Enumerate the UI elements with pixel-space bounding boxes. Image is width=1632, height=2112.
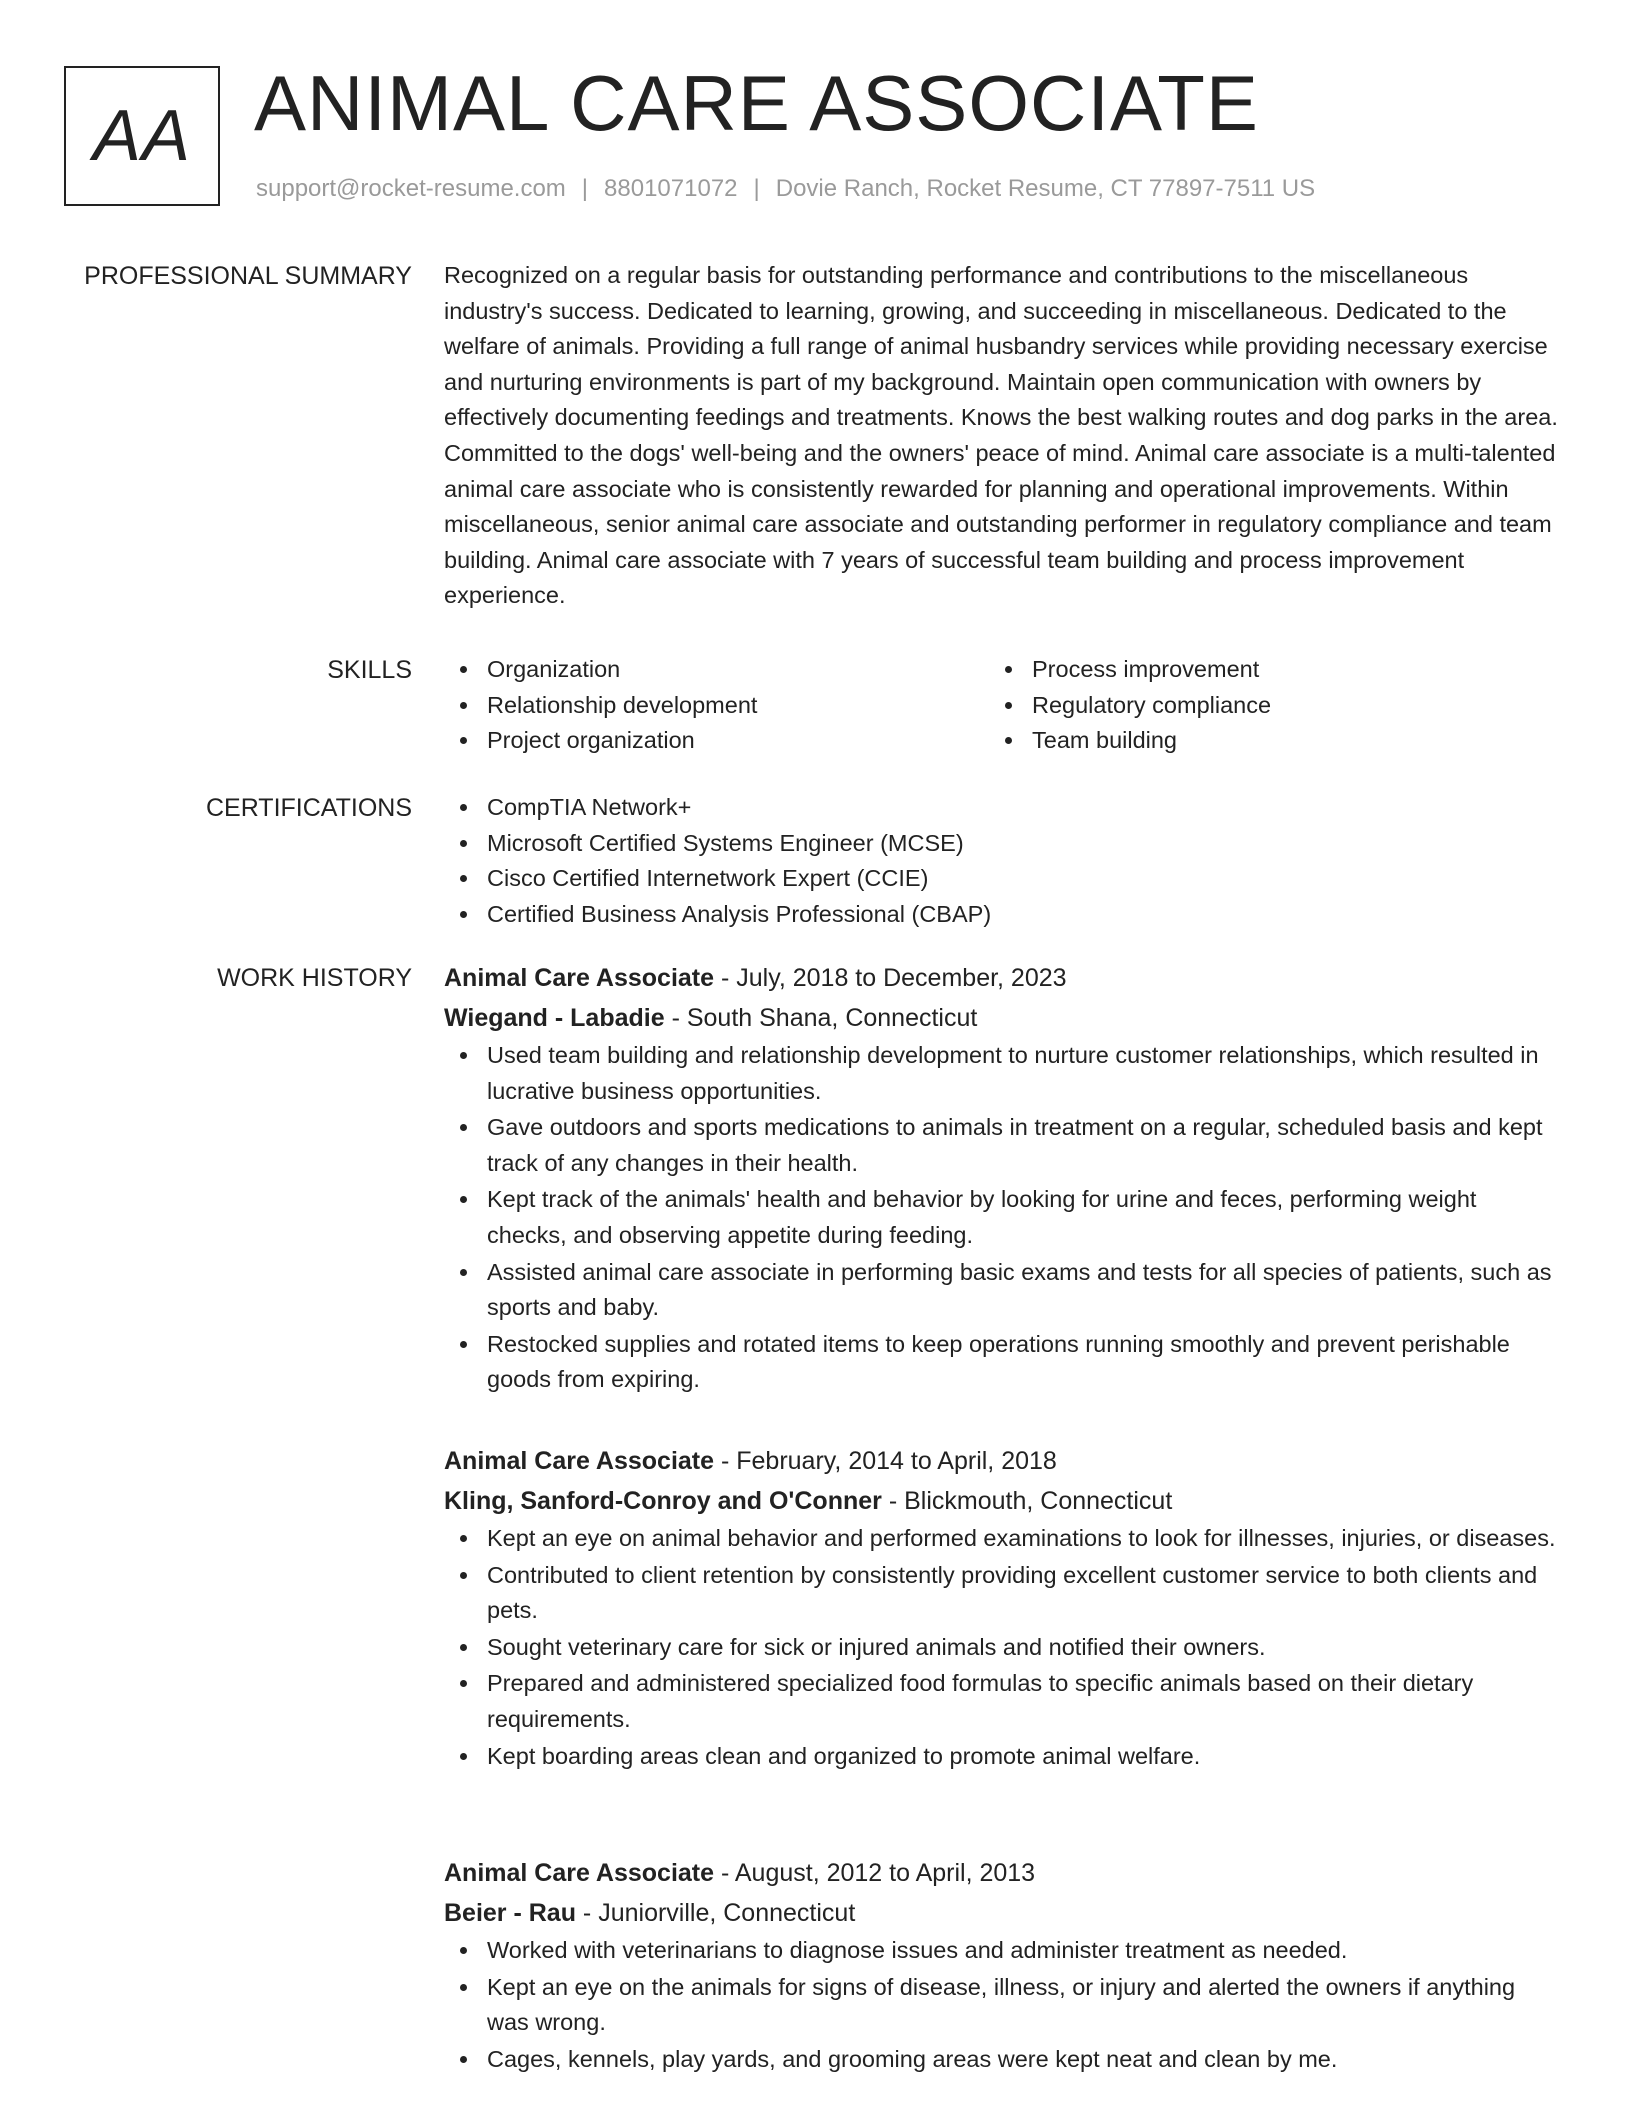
monogram-text: AA	[92, 96, 192, 176]
certification-item: CompTIA Network+	[444, 790, 1560, 826]
job-bullet: Assisted animal care associate in performing basic exams and tests for all species of patients, such as sports and baby.	[444, 1255, 1560, 1326]
skills-column-left	[444, 652, 989, 759]
job-company-line	[444, 1481, 1560, 1521]
job-company-line	[444, 998, 1560, 1038]
section-heading-skills: SKILLS	[327, 656, 412, 684]
resume-name-title: ANIMAL CARE ASSOCIATE	[254, 59, 1259, 147]
job-bullet: Cages, kennels, play yards, and grooming areas were kept neat and clean by me.	[444, 2042, 1560, 2078]
skill-item: Organization	[444, 652, 989, 688]
job-dates: - August, 2012 to April, 2013	[714, 1859, 1036, 1887]
job-bullet-list	[444, 1933, 1560, 2077]
job-bullet: Contributed to client retention by consistently providing excellent customer service to both clients and pets.	[444, 1558, 1560, 1629]
contact-address: Dovie Ranch, Rocket Resume, CT 77897-7511 US	[775, 175, 1316, 202]
certification-item: Certified Business Analysis Professional (CBAP)	[444, 897, 1560, 933]
skills-column-right	[989, 652, 1534, 759]
certifications-body	[444, 790, 1560, 932]
skill-item: Project organization	[444, 723, 989, 759]
job-company: Wiegand - Labadie	[444, 1004, 665, 1032]
job-bullet: Kept boarding areas clean and organized to promote animal welfare.	[444, 1739, 1560, 1775]
monogram-logo	[64, 66, 220, 206]
job-bullet: Sought veterinary care for sick or injured animals and notified their owners.	[444, 1630, 1560, 1666]
skill-item: Process improvement	[989, 652, 1534, 688]
job-bullet: Gave outdoors and sports medications to animals in treatment on a regular, scheduled basis and kept track of any changes in their health.	[444, 1110, 1560, 1181]
certifications-list	[444, 790, 1560, 932]
certification-item: Cisco Certified Internetwork Expert (CCIE)	[444, 861, 1560, 897]
job-bullet-list	[444, 1038, 1560, 1398]
job-entry	[444, 1853, 1560, 2078]
job-company: Kling, Sanford-Conroy and O'Conner	[444, 1487, 882, 1515]
job-location: - Blickmouth, Connecticut	[881, 1487, 1173, 1515]
job-location: - South Shana, Connecticut	[664, 1004, 978, 1032]
job-bullet: Used team building and relationship development to nurture customer relationships, which resulted in lucrative business opportunities.	[444, 1038, 1560, 1109]
job-bullet: Kept an eye on the animals for signs of disease, illness, or injury and alerted the owners if anything was wrong.	[444, 1970, 1560, 2041]
contact-phone: 8801071072	[604, 175, 738, 202]
section-heading-certifications: CERTIFICATIONS	[205, 794, 412, 822]
skill-item: Team building	[989, 723, 1534, 759]
section-heading-work-history: WORK HISTORY	[217, 964, 412, 992]
job-dates: - February, 2014 to April, 2018	[714, 1447, 1057, 1475]
job-entry	[444, 958, 1560, 1399]
job-bullet: Kept an eye on animal behavior and performed examinations to look for illnesses, injuries, or diseases.	[444, 1521, 1560, 1557]
job-bullet: Kept track of the animals' health and behavior by looking for urine and feces, performing weight checks, and observing appetite during feeding.	[444, 1182, 1560, 1253]
job-bullet-list	[444, 1521, 1560, 1774]
contact-email: support@rocket-resume.com	[256, 175, 566, 202]
contact-line	[256, 174, 1315, 204]
skill-item: Relationship development	[444, 688, 989, 724]
job-dates: - July, 2018 to December, 2023	[714, 964, 1067, 992]
job-bullet: Restocked supplies and rotated items to keep operations running smoothly and prevent perishable goods from expiring.	[444, 1327, 1560, 1398]
job-title: Animal Care Associate	[444, 964, 715, 992]
contact-separator: |	[581, 175, 589, 202]
job-entry	[444, 1441, 1560, 1775]
job-bullet: Worked with veterinarians to diagnose issues and administer treatment as needed.	[444, 1933, 1560, 1969]
skill-item: Regulatory compliance	[989, 688, 1534, 724]
section-heading-summary: PROFESSIONAL SUMMARY	[84, 262, 412, 290]
job-location: - Juniorville, Connecticut	[575, 1899, 856, 1927]
job-bullet: Prepared and administered specialized food formulas to specific animals based on their dietary requirements.	[444, 1666, 1560, 1737]
job-title-line	[444, 1441, 1560, 1481]
certification-item: Microsoft Certified Systems Engineer (MCSE)	[444, 826, 1560, 862]
job-company: Beier - Rau	[444, 1899, 576, 1927]
job-title-line	[444, 1853, 1560, 1893]
job-title-line	[444, 958, 1560, 998]
job-company-line	[444, 1893, 1560, 1933]
job-title: Animal Care Associate	[444, 1447, 715, 1475]
contact-separator: |	[753, 175, 760, 202]
job-title: Animal Care Associate	[444, 1859, 715, 1887]
skills-list	[444, 652, 1560, 759]
summary-text: Recognized on a regular basis for outstanding performance and contributions to the miscellaneous industry's success. Dedicated to learning, growing, and succeeding in miscellaneous. Dedicated to the welfare of animals. Providing a full range of animal husbandry services while providing necessary exercise and nurturing environments is part of my background. Maintain open communication with owners by effectively documenting feedings and treatments. Knows the best walking routes and dog parks in the area. Committed to the dogs' well-being and the owners' peace of mind. Animal care associate is a multi-talented animal care associate who is consistently rewarded for planning and operational improvements. Within miscellaneous, senior animal care associate and outstanding performer in regulatory compliance and team building. Animal care associate with 7 years of successful team building and process improvement experience.	[444, 262, 1558, 609]
